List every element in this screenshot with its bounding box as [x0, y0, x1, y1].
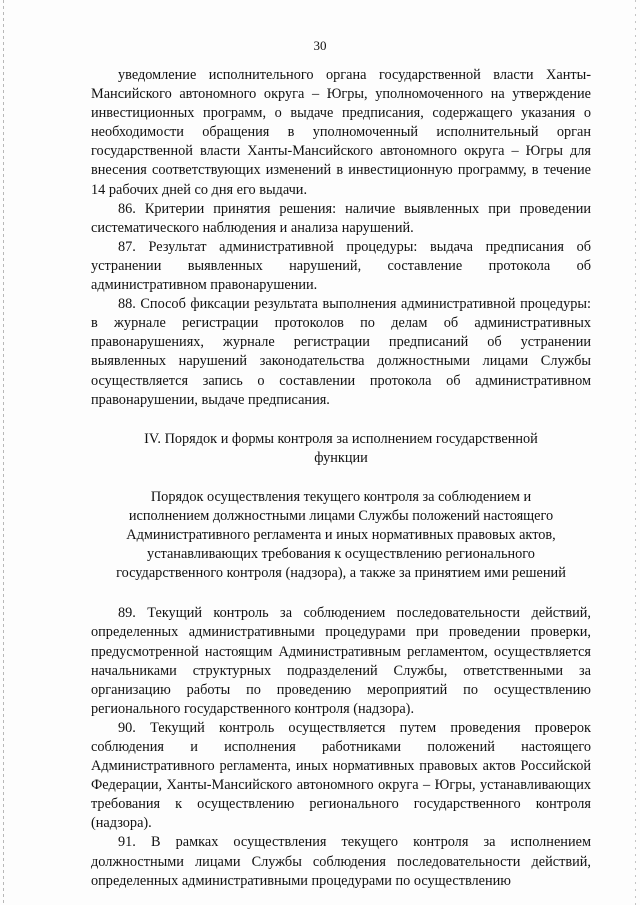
paragraph-91: 91. В рамках осуществления текущего контроля за исполнением должностными лицами Службы соблюдения последовательности действий, определенных административными процедурами по осуществлению [91, 834, 591, 889]
page-number: 30 [313, 38, 327, 53]
paragraph-continuation: уведомление исполнительного органа государственной власти Ханты-Мансийского автономного округа – Югры, уполномоченного на утверждение инвестиционных программ, о выдаче предписания, содержащего указания о необходимости обращения в уполномоченный исполнительный орган государственной власти Ханты-Мансийского автономного округа – Югры для внесения соответствующих изменений в инвестиционную программу, в течение 14 рабочих дней со дня его выдачи. [91, 67, 591, 198]
document-body [91, 66, 591, 891]
paragraph-88: 88. Способ фиксации результата выполнения административной процедуры: в журнале регистрации протоколов по делам об административных правонарушениях, журнале регистрации предписаний об устранении выявленных нарушений законодательства должностными лицами Службы осуществляется запись о составлении протокола об административном правонарушении, выдаче предписания. [91, 296, 591, 408]
paragraph-86: 86. Критерии принятия решения: наличие выявленных при проведении систематического наблюдения и анализа нарушений. [91, 200, 591, 236]
section-heading-iv: IV. Порядок и формы контроля за исполнением государственной функции [144, 430, 538, 466]
subsection-heading: Порядок осуществления текущего контроля за соблюдением и исполнением должностными лицами Службы положений настоящего Административного регламента и иных нормативных правовых актов, устанавливающих требования к осуществлению регионального государственного контроля (надзора), а также за принятием ими решений [116, 488, 566, 582]
paragraph-90: 90. Текущий контроль осуществляется путем проведения проверок соблюдения и исполнения работниками положений настоящего Административного регламента, иных нормативных правовых актов Российской Федерации, Ханты-Мансийского автономного округа – Югры, устанавливающих требования к осуществлению регионального государственного контроля (надзора). [91, 719, 591, 832]
scan-edge-right [635, 0, 636, 905]
paragraph-87: 87. Результат административной процедуры: выдача предписания об устранении выявленных нарушений, составление протокола об административном правонарушении. [91, 238, 591, 294]
scan-edge-left [3, 0, 4, 905]
paragraph-89: 89. Текущий контроль за соблюдением последовательности действий, определенных административными процедурами при проведении проверки, предусмотренной настоящим Административным регламентом, осуществляется начальниками структурных подразделений Службы, ответственными за организацию работы по проведению мероприятий по осуществлению регионального государственного контроля (надзора). [91, 605, 591, 717]
spacer [91, 583, 591, 604]
